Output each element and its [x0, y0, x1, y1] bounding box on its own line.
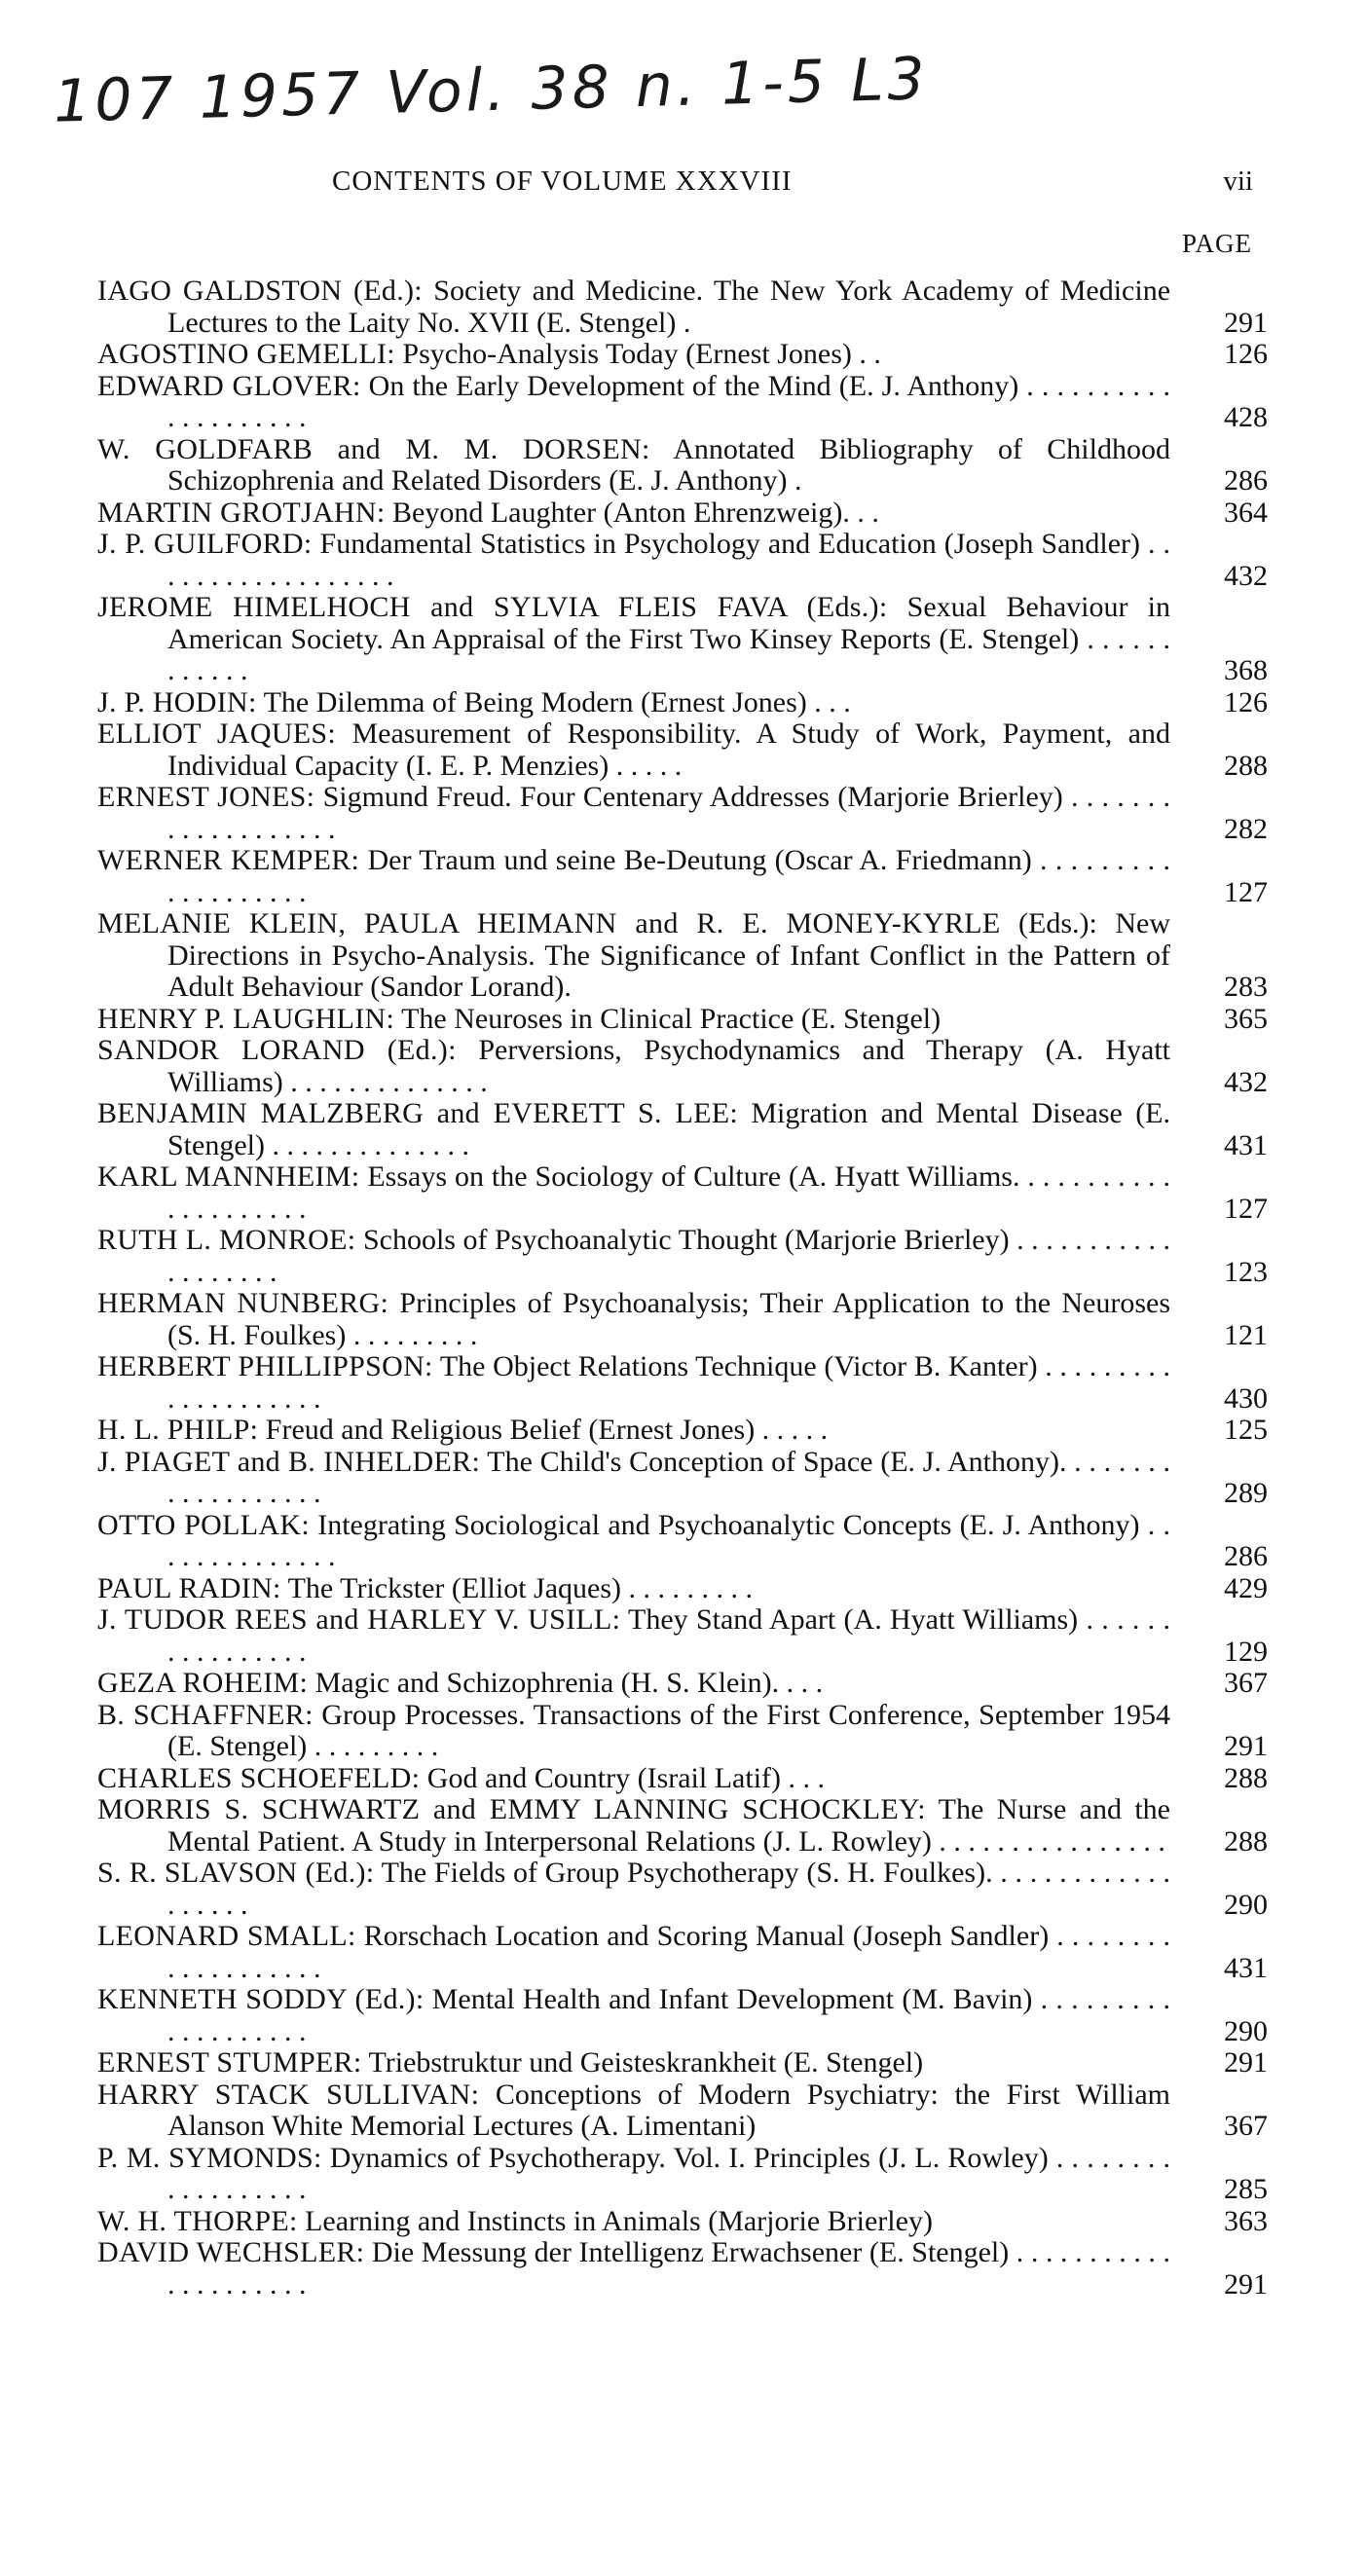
entry-title: Dynamics of Psychotherapy. Vol. I. Principles (J. L. Rowley) . . . . . . . . . . . . . . . . . .: [167, 2141, 1171, 2205]
contents-entry: [97, 1668, 1268, 1700]
contents-entry: [97, 497, 1268, 530]
entry-title: Migration and Mental Disease (E. Stengel) . . . . . . . . . . . . . .: [167, 1097, 1171, 1161]
entry-author: LEONARD SMALL:: [97, 1920, 356, 1952]
entry-title: Schools of Psychoanalytic Thought (Marjorie Brierley) . . . . . . . . . . . . . . . . . . .: [167, 1224, 1170, 1288]
entry-author: ERNEST STUMPER:: [97, 2046, 362, 2079]
entry-title: Beyond Laughter (Anton Ehrenzweig). . .: [392, 496, 879, 529]
entry-author: OTTO POLLAK:: [97, 1508, 310, 1541]
entry-page-number: 364: [1224, 496, 1268, 529]
handwritten-annotation: 107 1957 Vol. 38 n. 1-5 L3: [53, 45, 930, 136]
contents-entry: [97, 908, 1268, 1004]
entry-author: MARTIN GROTJAHN:: [97, 496, 386, 529]
entry-author: IAGO GALDSTON (Ed.):: [97, 275, 423, 307]
contents-entry: [97, 1921, 1268, 1984]
contents-entry: [97, 1984, 1268, 2047]
contents-entry: [97, 1098, 1268, 1161]
entry-title: Die Messung der Intelligenz Erwachsener (E. Stengel) . . . . . . . . . . . . . . . . . . . . .: [167, 2236, 1171, 2300]
contents-entry: [97, 1858, 1268, 1921]
entry-page-number: 432: [1224, 559, 1268, 592]
entry-author: W. GOLDFARB and M. M. DORSEN:: [97, 432, 650, 465]
entry-author: ERNEST JONES:: [97, 781, 315, 813]
entry-title: On the Early Development of the Mind (E. J. Anthony) . . . . . . . . . . . . . . . . . . . .: [167, 369, 1171, 433]
entry-page-number: 123: [1224, 1255, 1268, 1288]
entry-page-number: 432: [1224, 1065, 1268, 1098]
entry-title: Sexual Behaviour in American Society. An Appraisal of the First Two Kinsey Reports (E. Stengel) . . . . . . . . . . . .: [167, 591, 1171, 686]
entry-author: S. R. SLAVSON (Ed.):: [97, 1857, 375, 1889]
entry-author: HENRY P. LAUGHLIN:: [97, 1002, 395, 1035]
contents-entry: [97, 687, 1268, 719]
page-column-heading: PAGE: [1181, 229, 1252, 258]
entry-page-number: 428: [1224, 401, 1268, 433]
entry-title: Mental Health and Infant Development (M. Bavin) . . . . . . . . . . . . . . . . . . .: [167, 1983, 1171, 2047]
entry-title: The Child's Conception of Space (E. J. Anthony). . . . . . . . . . . . . . . . . . .: [167, 1445, 1170, 1509]
contents-entry: [97, 592, 1268, 687]
entry-page-number: 126: [1224, 685, 1268, 718]
entry-author: H. L. PHILP:: [97, 1414, 259, 1446]
entry-title: The Fields of Group Psychotherapy (S. H. Foulkes). . . . . . . . . . . . . . . . . . .: [167, 1857, 1170, 1921]
entry-title: The Nurse and the Mental Patient. A Study in Interpersonal Relations (J. L. Rowley) . . . . . . . . . . . . . . . .: [167, 1793, 1170, 1858]
entry-author: J. P. GUILFORD:: [97, 528, 313, 560]
entry-author: JEROME HIMELHOCH and SYLVIA FLEIS FAVA (Eds.):: [97, 591, 888, 623]
entry-author: MELANIE KLEIN, PAULA HEIMANN and R. E. MONEY-KYRLE: [97, 907, 1001, 939]
entry-author: HARRY STACK SULLIVAN:: [97, 2078, 480, 2111]
entry-page-number: 429: [1224, 1571, 1268, 1604]
entry-author: BENJAMIN MALZBERG and EVERETT S. LEE:: [97, 1097, 738, 1129]
entry-author: DAVID WECHSLER:: [97, 2236, 365, 2268]
entry-page-number: 127: [1224, 875, 1268, 908]
entry-author: HERMAN NUNBERG:: [97, 1287, 389, 1319]
contents-entry: [97, 1004, 1268, 1036]
entry-title: Perversions, Psychodynamics and Therapy (A. Hyatt Williams) . . . . . . . . . . . . . .: [167, 1034, 1170, 1098]
entry-author: W. H. THORPE:: [97, 2204, 298, 2237]
entry-title: Essays on the Sociology of Culture (A. Hyatt Williams. . . . . . . . . . . . . . . . . . . . .: [167, 1160, 1170, 1225]
entry-page-number: 431: [1224, 1128, 1268, 1161]
entry-page-number: 367: [1224, 2110, 1268, 2142]
entry-page-number: 291: [1224, 1730, 1268, 1762]
contents-entry: [97, 1035, 1268, 1098]
entry-title: Triebstruktur und Geisteskrankheit (E. Stengel): [368, 2046, 924, 2079]
contents-entry: [97, 1700, 1268, 1763]
running-title: CONTENTS OF VOLUME XXXVIII: [332, 166, 793, 197]
entry-author: P. M. SYMONDS:: [97, 2141, 322, 2174]
contents-entry: [97, 371, 1268, 434]
entry-page-number: 285: [1224, 2173, 1268, 2205]
entry-page-number: 121: [1224, 1318, 1268, 1351]
entry-page-number: 368: [1224, 654, 1268, 686]
entry-title: They Stand Apart (A. Hyatt Williams) . . . . . . . . . . . . . . . .: [167, 1603, 1170, 1668]
contents-entry: [97, 276, 1268, 339]
entry-page-number: 282: [1224, 812, 1268, 845]
contents-list: [97, 276, 1268, 2300]
entry-page-number: 288: [1224, 1761, 1268, 1794]
entry-title: God and Country (Israil Latif) . . .: [426, 1761, 826, 1794]
entry-page-number: 290: [1224, 1888, 1268, 1921]
entry-page-number: 363: [1224, 2204, 1268, 2237]
entry-page-number: 125: [1224, 1414, 1268, 1446]
contents-entry: [97, 2079, 1268, 2143]
entry-author: J. PIAGET and B. INHELDER:: [97, 1445, 481, 1478]
entry-author: WERNER KEMPER:: [97, 844, 360, 876]
contents-entry: [97, 1288, 1268, 1351]
entry-author: AGOSTINO GEMELLI:: [97, 338, 395, 370]
entry-page-number: 127: [1224, 1192, 1268, 1225]
entry-title: The Neuroses in Clinical Practice (E. Stengel): [401, 1002, 942, 1035]
contents-entry: [97, 1225, 1268, 1288]
entry-page-number: 286: [1224, 464, 1268, 497]
entry-author: GEZA ROHEIM:: [97, 1667, 309, 1699]
entry-page-number: 129: [1224, 1635, 1268, 1668]
entry-title: Integrating Sociological and Psychoanalytic Concepts (E. J. Anthony) . . . . . . . . . . . . . .: [167, 1508, 1171, 1572]
entry-title: Group Processes. Transactions of the First Conference, September 1954 (E. Stengel) . . . . . . . . .: [167, 1698, 1171, 1762]
contents-entry: [97, 1447, 1268, 1510]
entry-page-number: 367: [1224, 1667, 1268, 1699]
entry-title: The Dilemma of Being Modern (Ernest Jones) . . .: [263, 685, 851, 718]
entry-title: Freud and Religious Belief (Ernest Jones) . . . . .: [265, 1414, 829, 1446]
entry-title: Conceptions of Modern Psychiatry: the First William Alanson White Memorial Lectures (A. Limentani): [167, 2078, 1170, 2142]
entry-page-number: 290: [1224, 2014, 1268, 2047]
contents-entry: [97, 1794, 1268, 1858]
entry-page-number: 288: [1224, 749, 1268, 782]
contents-entry: [97, 845, 1268, 908]
entry-title: Learning and Instincts in Animals (Marjorie Brierley): [305, 2204, 933, 2237]
entry-title: Fundamental Statistics in Psychology and Education (Joseph Sandler) . . . . . . . . . . . . . . . . . .: [167, 528, 1170, 592]
contents-entry: [97, 434, 1268, 497]
contents-entry: [97, 1161, 1268, 1225]
contents-entry: [97, 782, 1268, 845]
entry-author: J. TUDOR REES and HARLEY V. USILL:: [97, 1603, 621, 1636]
entry-title: Annotated Bibliography of Childhood Schizophrenia and Related Disorders (E. J. Anthony) .: [167, 432, 1170, 497]
entry-author: PAUL RADIN:: [97, 1571, 281, 1604]
entry-title: Der Traum und seine Be-Deutung (Oscar A. Friedmann) . . . . . . . . . . . . . . . . . . .: [167, 844, 1170, 908]
entry-author: J. P. HODIN:: [97, 685, 257, 718]
entry-title: Rorschach Location and Scoring Manual (Joseph Sandler) . . . . . . . . . . . . . . . . . . .: [167, 1920, 1170, 1984]
entry-author: KARL MANNHEIM:: [97, 1160, 360, 1193]
entry-author: EDWARD GLOVER:: [97, 369, 361, 402]
entry-title: Psycho-Analysis Today (Ernest Jones) . .: [402, 338, 881, 370]
contents-entry: [97, 1415, 1268, 1447]
entry-author: ELLIOT JAQUES:: [97, 718, 337, 750]
entry-page-number: 291: [1224, 2046, 1268, 2079]
entry-title: Principles of Psychoanalysis; Their Application to the Neuroses (S. H. Foulkes) . . . . . . . . .: [167, 1287, 1170, 1351]
entry-author: SANDOR LORAND (Ed.):: [97, 1034, 457, 1066]
entry-title: Measurement of Responsibility. A Study of Work, Payment, and Individual Capacity (I. E. P. Menzies) . . . . .: [167, 718, 1170, 782]
entry-title: The Trickster (Elliot Jaques) . . . . . . . . .: [287, 1571, 754, 1604]
contents-entry: [97, 1573, 1268, 1605]
entry-title: Magic and Schizophrenia (H. S. Klein). . . .: [314, 1667, 824, 1699]
contents-entry: [97, 1510, 1268, 1573]
contents-entry: [97, 718, 1268, 782]
contents-entry: [97, 1351, 1268, 1415]
entry-author: MORRIS S. SCHWARTZ and EMMY LANNING SCHOCKLEY:: [97, 1793, 926, 1825]
entry-title: Society and Medicine. The New York Academy of Medicine Lectures to the Laity No. XVII (E. Stengel) .: [167, 275, 1171, 339]
entry-page-number: 126: [1224, 338, 1268, 370]
entry-page-number: 286: [1224, 1540, 1268, 1572]
contents-entry: [97, 2206, 1268, 2238]
contents-entry: [97, 2237, 1268, 2300]
contents-entry: [97, 1763, 1268, 1795]
page-number: vii: [1223, 166, 1253, 197]
entry-page-number: 431: [1224, 1951, 1268, 1984]
entry-page-number: 430: [1224, 1381, 1268, 1415]
entry-page-number: 283: [1224, 971, 1268, 1003]
entry-author: B. SCHAFFNER:: [97, 1698, 314, 1731]
contents-entry: [97, 339, 1268, 371]
contents-entry: [97, 2143, 1268, 2206]
contents-entry: [97, 529, 1268, 592]
entry-title: The Object Relations Technique (Victor B. Kanter) . . . . . . . . . . . . . . . . . . . .: [167, 1350, 1170, 1415]
entry-page-number: 288: [1224, 1824, 1268, 1858]
entry-page-number: 365: [1224, 1002, 1268, 1035]
entry-page-number: 289: [1224, 1477, 1268, 1509]
contents-entry: [97, 2047, 1268, 2079]
entry-title: (Eds.): New Directions in Psycho-Analysis. The Significance of Infant Conflict in the Pattern of Adult Behaviour (Sandor Lorand).: [167, 907, 1170, 1003]
entry-author: KENNETH SODDY (Ed.):: [97, 1983, 425, 2015]
entry-author: HERBERT PHILLIPPSON:: [97, 1350, 433, 1382]
entry-page-number: 291: [1224, 306, 1268, 339]
contents-entry: [97, 1604, 1268, 1668]
entry-page-number: 291: [1224, 2267, 1268, 2300]
entry-author: CHARLES SCHOEFELD:: [97, 1761, 421, 1794]
entry-author: RUTH L. MONROE:: [97, 1224, 356, 1256]
entry-title: Sigmund Freud. Four Centenary Addresses (Marjorie Brierley) . . . . . . . . . . . . . . . . . . .: [167, 781, 1171, 845]
